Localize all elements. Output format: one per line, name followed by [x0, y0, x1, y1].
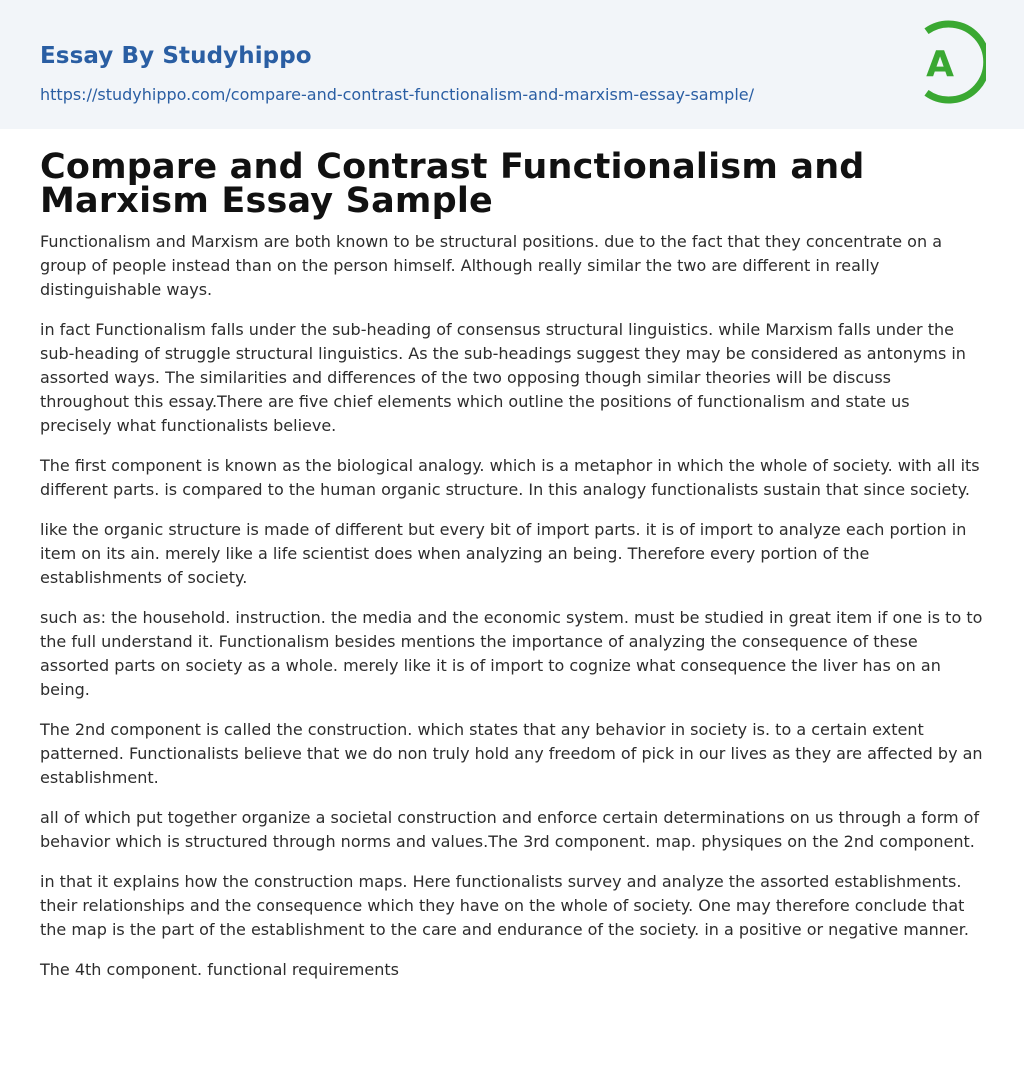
site-header: [0, 0, 1024, 129]
page-title: Compare and Contrast Functionalism and Marxism Essay Sample: [40, 147, 865, 221]
essay-paragraph: in that it explains how the construction maps. Here functionalists survey and analyze the assorted establishments. their relationships and the consequence which they have on the whole of society. One may therefore conclude that the map is the part of the establishment to the care and endurance of the society. in a positive or negative manner.: [40, 872, 969, 939]
essay-paragraph: like the organic structure is made of different but every bit of import parts. it is of import to analyze each portion in item on its ain. merely like a life scientist does when analyzing an being. Therefore every portion of the establishments of society.: [40, 520, 967, 587]
essay-paragraph: all of which put together organize a societal construction and enforce certain determinations on us through a form of behavior which is structured through norms and values.The 3rd component. map. physiques on the 2nd component.: [40, 808, 980, 851]
site-title[interactable]: Essay By Studyhippo: [40, 43, 312, 69]
studyhippo-logo-icon[interactable]: [912, 19, 986, 105]
essay-paragraph: Functionalism and Marxism are both known to be structural positions. due to the fact that they concentrate on a group of people instead than on the person himself. Although really similar the two are different in really distinguishable ways.: [40, 232, 942, 299]
logo-letter: A: [926, 44, 954, 85]
essay-content: [40, 147, 984, 998]
essay-body: [40, 230, 984, 982]
essay-paragraph: The 2nd component is called the construction. which states that any behavior in society is. to a certain extent patterned. Functionalists believe that we do non truly hold any freedom of pick in our lives as they are affected by an establishment.: [40, 720, 983, 787]
essay-paragraph: such as: the household. instruction. the media and the economic system. must be studied in great item if one is to to the full understand it. Functionalism besides mentions the importance of analyzing the consequence of these assorted parts on society as a whole. merely like it is of import to cognize what consequence the liver has on an being.: [40, 608, 983, 699]
page-url-link[interactable]: https://studyhippo.com/compare-and-contrast-functionalism-and-marxism-essay-sample/: [40, 85, 755, 104]
essay-paragraph: in fact Functionalism falls under the sub-heading of consensus structural linguistics. while Marxism falls under the sub-heading of struggle structural linguistics. As the sub-headings suggest they may be considered as antonyms in assorted ways. The similarities and differences of the two opposing though similar theories will be discuss throughout this essay.There are five chief elements which outline the positions of functionalism and state us precisely what functionalists believe.: [40, 320, 966, 435]
essay-paragraph: The 4th component. functional requirements: [40, 960, 399, 979]
essay-paragraph: The first component is known as the biological analogy. which is a metaphor in which the whole of society. with all its different parts. is compared to the human organic structure. In this analogy functionalists sustain that since society.: [40, 456, 980, 499]
